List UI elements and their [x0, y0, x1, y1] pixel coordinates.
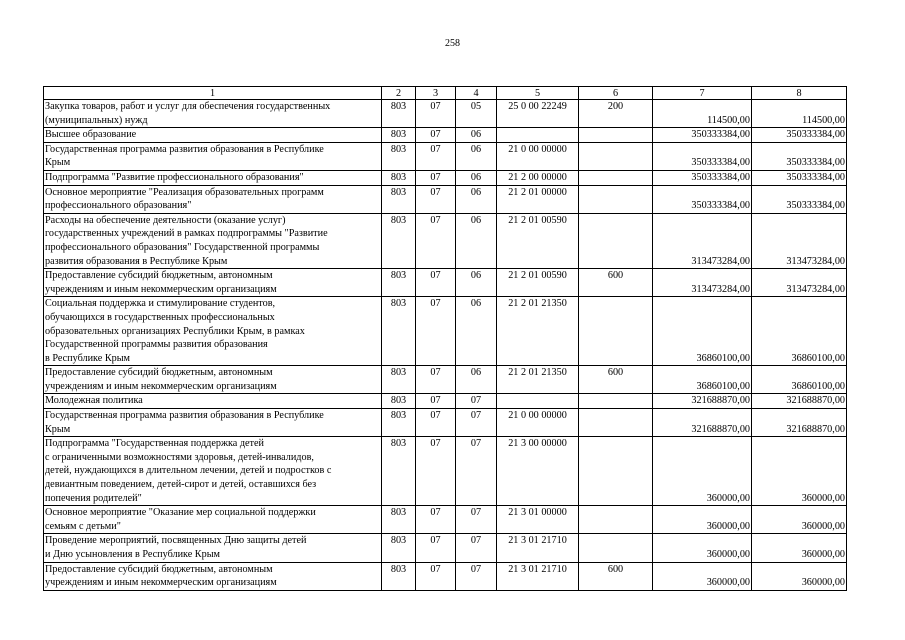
target-article-cell: 21 2 01 00590 — [497, 213, 579, 268]
target-article-cell: 25 0 00 22249 — [497, 100, 579, 128]
subsection-code-cell: 07 — [456, 409, 497, 437]
amount-col7-cell: 36860100,00 — [653, 297, 752, 366]
row-name-cell: Предоставление субсидий бюджетным, автономным учреждениям и иным некоммерческим организациям — [44, 269, 382, 297]
target-article-cell: 21 3 01 21710 — [497, 534, 579, 562]
section-code-cell: 07 — [416, 128, 456, 143]
ministry-code-cell: 803 — [382, 394, 416, 409]
section-code-cell: 07 — [416, 437, 456, 506]
amount-col7-cell: 360000,00 — [653, 506, 752, 534]
section-code-cell: 07 — [416, 394, 456, 409]
amount-col8-cell: 350333384,00 — [752, 142, 847, 170]
ministry-code-cell: 803 — [382, 100, 416, 128]
amount-col8-cell: 360000,00 — [752, 534, 847, 562]
expense-type-cell — [579, 128, 653, 143]
amount-col8-cell: 313473284,00 — [752, 269, 847, 297]
amount-col7-cell: 360000,00 — [653, 562, 752, 590]
section-code-cell: 07 — [416, 213, 456, 268]
target-article-cell: 21 3 01 21710 — [497, 562, 579, 590]
subsection-code-cell: 07 — [456, 534, 497, 562]
amount-col7-cell: 321688870,00 — [653, 394, 752, 409]
table-row — [44, 128, 847, 143]
ministry-code-cell: 803 — [382, 297, 416, 366]
row-name-cell: Государственная программа развития образования в Республике Крым — [44, 409, 382, 437]
table-row — [44, 437, 847, 506]
amount-col8-cell: 114500,00 — [752, 100, 847, 128]
section-code-cell: 07 — [416, 170, 456, 185]
target-article-cell: 21 2 00 00000 — [497, 170, 579, 185]
amount-col7-cell: 114500,00 — [653, 100, 752, 128]
ministry-code-cell: 803 — [382, 366, 416, 394]
row-name-cell: Высшее образование — [44, 128, 382, 143]
amount-col8-cell: 313473284,00 — [752, 213, 847, 268]
expense-type-cell: 600 — [579, 562, 653, 590]
subsection-code-cell: 06 — [456, 128, 497, 143]
ministry-code-cell: 803 — [382, 534, 416, 562]
amount-col7-cell: 36860100,00 — [653, 366, 752, 394]
ministry-code-cell: 803 — [382, 437, 416, 506]
subsection-code-cell: 06 — [456, 297, 497, 366]
column-header: 6 — [579, 87, 653, 100]
amount-col7-cell: 313473284,00 — [653, 213, 752, 268]
row-name-cell: Государственная программа развития образования в Республике Крым — [44, 142, 382, 170]
table-row — [44, 366, 847, 394]
expense-type-cell: 600 — [579, 366, 653, 394]
ministry-code-cell: 803 — [382, 170, 416, 185]
budget-table — [43, 86, 847, 591]
column-header: 7 — [653, 87, 752, 100]
ministry-code-cell: 803 — [382, 213, 416, 268]
ministry-code-cell: 803 — [382, 506, 416, 534]
ministry-code-cell: 803 — [382, 128, 416, 143]
table-row — [44, 409, 847, 437]
amount-col7-cell: 350333384,00 — [653, 142, 752, 170]
section-code-cell: 07 — [416, 506, 456, 534]
column-header: 4 — [456, 87, 497, 100]
column-header: 8 — [752, 87, 847, 100]
section-code-cell: 07 — [416, 534, 456, 562]
column-header: 5 — [497, 87, 579, 100]
row-name-cell: Подпрограмма "Развитие профессионального образования" — [44, 170, 382, 185]
amount-col7-cell: 360000,00 — [653, 437, 752, 506]
section-code-cell: 07 — [416, 142, 456, 170]
page-number: 258 — [445, 38, 460, 49]
amount-col8-cell: 350333384,00 — [752, 185, 847, 213]
section-code-cell: 07 — [416, 366, 456, 394]
amount-col8-cell: 360000,00 — [752, 506, 847, 534]
amount-col8-cell: 321688870,00 — [752, 409, 847, 437]
expense-type-cell: 600 — [579, 269, 653, 297]
subsection-code-cell: 07 — [456, 437, 497, 506]
ministry-code-cell: 803 — [382, 142, 416, 170]
row-name-cell: Закупка товаров, работ и услуг для обеспечения государственных (муниципальных) нужд — [44, 100, 382, 128]
table-row — [44, 269, 847, 297]
ministry-code-cell: 803 — [382, 185, 416, 213]
column-header: 3 — [416, 87, 456, 100]
row-name-cell: Предоставление субсидий бюджетным, автономным учреждениям и иным некоммерческим организациям — [44, 562, 382, 590]
row-name-cell: Социальная поддержка и стимулирование студентов, обучающихся в государственных профессиональных образовательных организациях Республики Крым, в рамках Государственной программы развития образования в Республике Крым — [44, 297, 382, 366]
amount-col8-cell: 321688870,00 — [752, 394, 847, 409]
subsection-code-cell: 06 — [456, 185, 497, 213]
section-code-cell: 07 — [416, 185, 456, 213]
section-code-cell: 07 — [416, 562, 456, 590]
target-article-cell: 21 0 00 00000 — [497, 142, 579, 170]
expense-type-cell — [579, 170, 653, 185]
row-name-cell: Основное мероприятие "Реализация образовательных программ профессионального образования" — [44, 185, 382, 213]
amount-col7-cell: 360000,00 — [653, 534, 752, 562]
ministry-code-cell: 803 — [382, 409, 416, 437]
table-row — [44, 394, 847, 409]
table-row — [44, 297, 847, 366]
subsection-code-cell: 07 — [456, 562, 497, 590]
amount-col7-cell: 313473284,00 — [653, 269, 752, 297]
target-article-cell: 21 2 01 00590 — [497, 269, 579, 297]
target-article-cell: 21 3 01 00000 — [497, 506, 579, 534]
subsection-code-cell: 06 — [456, 213, 497, 268]
table-row — [44, 185, 847, 213]
subsection-code-cell: 06 — [456, 269, 497, 297]
ministry-code-cell: 803 — [382, 562, 416, 590]
table-row — [44, 534, 847, 562]
expense-type-cell — [579, 437, 653, 506]
expense-type-cell — [579, 534, 653, 562]
amount-col8-cell: 360000,00 — [752, 562, 847, 590]
header-row — [44, 87, 847, 100]
amount-col7-cell: 350333384,00 — [653, 185, 752, 213]
target-article-cell: 21 3 00 00000 — [497, 437, 579, 506]
amount-col7-cell: 350333384,00 — [653, 170, 752, 185]
expense-type-cell — [579, 213, 653, 268]
expense-type-cell — [579, 185, 653, 213]
amount-col8-cell: 350333384,00 — [752, 128, 847, 143]
table-row — [44, 100, 847, 128]
subsection-code-cell: 07 — [456, 394, 497, 409]
expense-type-cell — [579, 506, 653, 534]
amount-col8-cell: 36860100,00 — [752, 297, 847, 366]
section-code-cell: 07 — [416, 297, 456, 366]
table-row — [44, 170, 847, 185]
target-article-cell: 21 2 01 00000 — [497, 185, 579, 213]
expense-type-cell — [579, 297, 653, 366]
row-name-cell: Подпрограмма "Государственная поддержка детей с ограниченными возможностями здоровья, детей-инвалидов, детей, нуждающихся в длительном лечении, детей и подростков с девиантным поведением, детей-сирот и детей, оставшихся без попечения родителей" — [44, 437, 382, 506]
amount-col8-cell: 360000,00 — [752, 437, 847, 506]
target-article-cell: 21 0 00 00000 — [497, 409, 579, 437]
row-name-cell: Предоставление субсидий бюджетным, автономным учреждениям и иным некоммерческим организациям — [44, 366, 382, 394]
row-name-cell: Расходы на обеспечение деятельности (оказание услуг) государственных учреждений в рамках подпрограммы "Развитие профессионального образования" Государственной программы развития образования в Республике Крым — [44, 213, 382, 268]
target-article-cell: 21 2 01 21350 — [497, 297, 579, 366]
column-header: 1 — [44, 87, 382, 100]
amount-col7-cell: 350333384,00 — [653, 128, 752, 143]
subsection-code-cell: 07 — [456, 506, 497, 534]
expense-type-cell — [579, 142, 653, 170]
subsection-code-cell: 06 — [456, 366, 497, 394]
table-row — [44, 142, 847, 170]
subsection-code-cell: 06 — [456, 142, 497, 170]
table-row — [44, 213, 847, 268]
subsection-code-cell: 06 — [456, 170, 497, 185]
target-article-cell: 21 2 01 21350 — [497, 366, 579, 394]
expense-type-cell: 200 — [579, 100, 653, 128]
section-code-cell: 07 — [416, 269, 456, 297]
row-name-cell: Проведение мероприятий, посвященных Дню защиты детей и Дню усыновления в Республике Крым — [44, 534, 382, 562]
amount-col8-cell: 350333384,00 — [752, 170, 847, 185]
target-article-cell — [497, 394, 579, 409]
section-code-cell: 07 — [416, 409, 456, 437]
row-name-cell: Молодежная политика — [44, 394, 382, 409]
row-name-cell: Основное мероприятие "Оказание мер социальной поддержки семьям с детьми" — [44, 506, 382, 534]
table-row — [44, 562, 847, 590]
expense-type-cell — [579, 394, 653, 409]
subsection-code-cell: 05 — [456, 100, 497, 128]
table-row — [44, 506, 847, 534]
column-header: 2 — [382, 87, 416, 100]
expense-type-cell — [579, 409, 653, 437]
amount-col8-cell: 36860100,00 — [752, 366, 847, 394]
amount-col7-cell: 321688870,00 — [653, 409, 752, 437]
target-article-cell — [497, 128, 579, 143]
ministry-code-cell: 803 — [382, 269, 416, 297]
section-code-cell: 07 — [416, 100, 456, 128]
